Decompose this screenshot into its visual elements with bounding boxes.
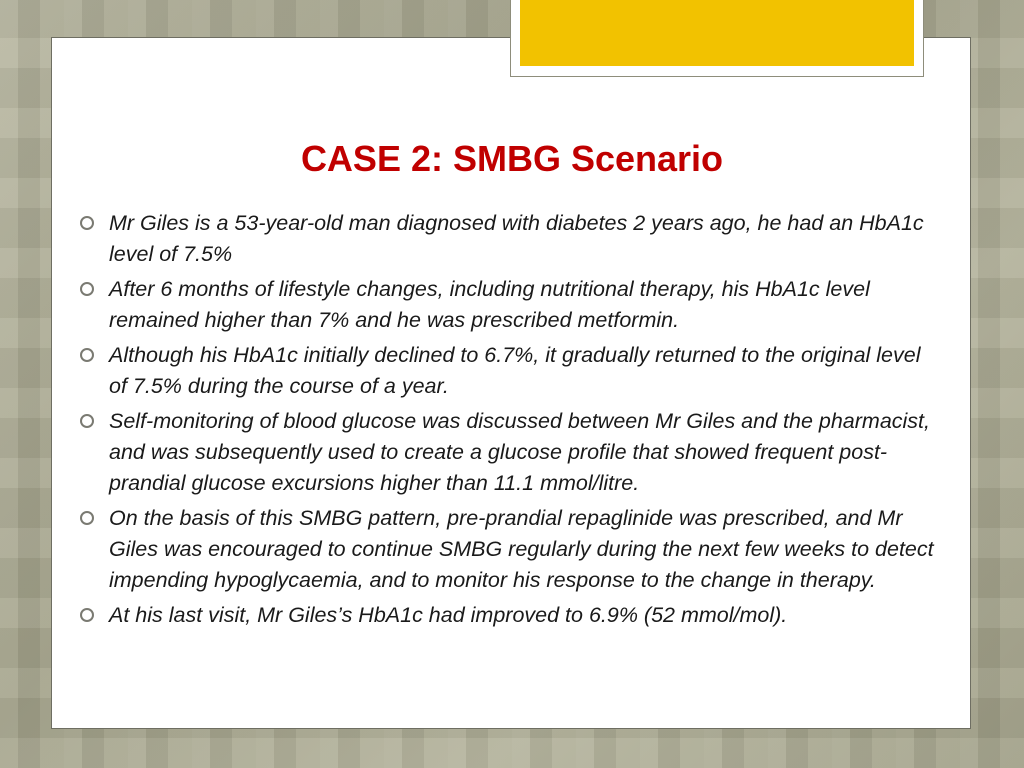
- circle-bullet-icon: [80, 348, 94, 362]
- bullet-item: [78, 406, 938, 499]
- bullet-item: [78, 208, 938, 270]
- bullet-text: At his last visit, Mr Giles’s HbA1c had improved to 6.9% (52 mmol/mol).: [109, 603, 788, 627]
- bullet-item: [78, 600, 938, 631]
- bullet-text: Although his HbA1c initially declined to 6.7%, it gradually returned to the original level of 7.5% during the course of a year.: [109, 343, 921, 398]
- bullet-text: Mr Giles is a 53-year-old man diagnosed with diabetes 2 years ago, he had an HbA1c level of 7.5%: [109, 211, 924, 266]
- bullet-text: After 6 months of lifestyle changes, including nutritional therapy, his HbA1c level remained higher than 7% and he was prescribed metformin.: [109, 277, 870, 332]
- bullet-item: [78, 340, 938, 402]
- bullet-text: On the basis of this SMBG pattern, pre-prandial repaglinide was prescribed, and Mr Giles was encouraged to continue SMBG regularly during the next few weeks to detect impending hypoglycaemia, and to monitor his response to the change in therapy.: [109, 506, 934, 592]
- accent-bar: [520, 0, 914, 66]
- circle-bullet-icon: [80, 216, 94, 230]
- circle-bullet-icon: [80, 414, 94, 428]
- circle-bullet-icon: [80, 511, 94, 525]
- circle-bullet-icon: [80, 608, 94, 622]
- bullet-list: [78, 208, 938, 635]
- bullet-item: [78, 503, 938, 596]
- bullet-item: [78, 274, 938, 336]
- circle-bullet-icon: [80, 282, 94, 296]
- bullet-text: Self-monitoring of blood glucose was discussed between Mr Giles and the pharmacist, and was subsequently used to create a glucose profile that showed frequent post-prandial glucose excursions higher than 11.1 mmol/litre.: [109, 409, 930, 495]
- slide-title: CASE 2: SMBG Scenario: [300, 138, 724, 179]
